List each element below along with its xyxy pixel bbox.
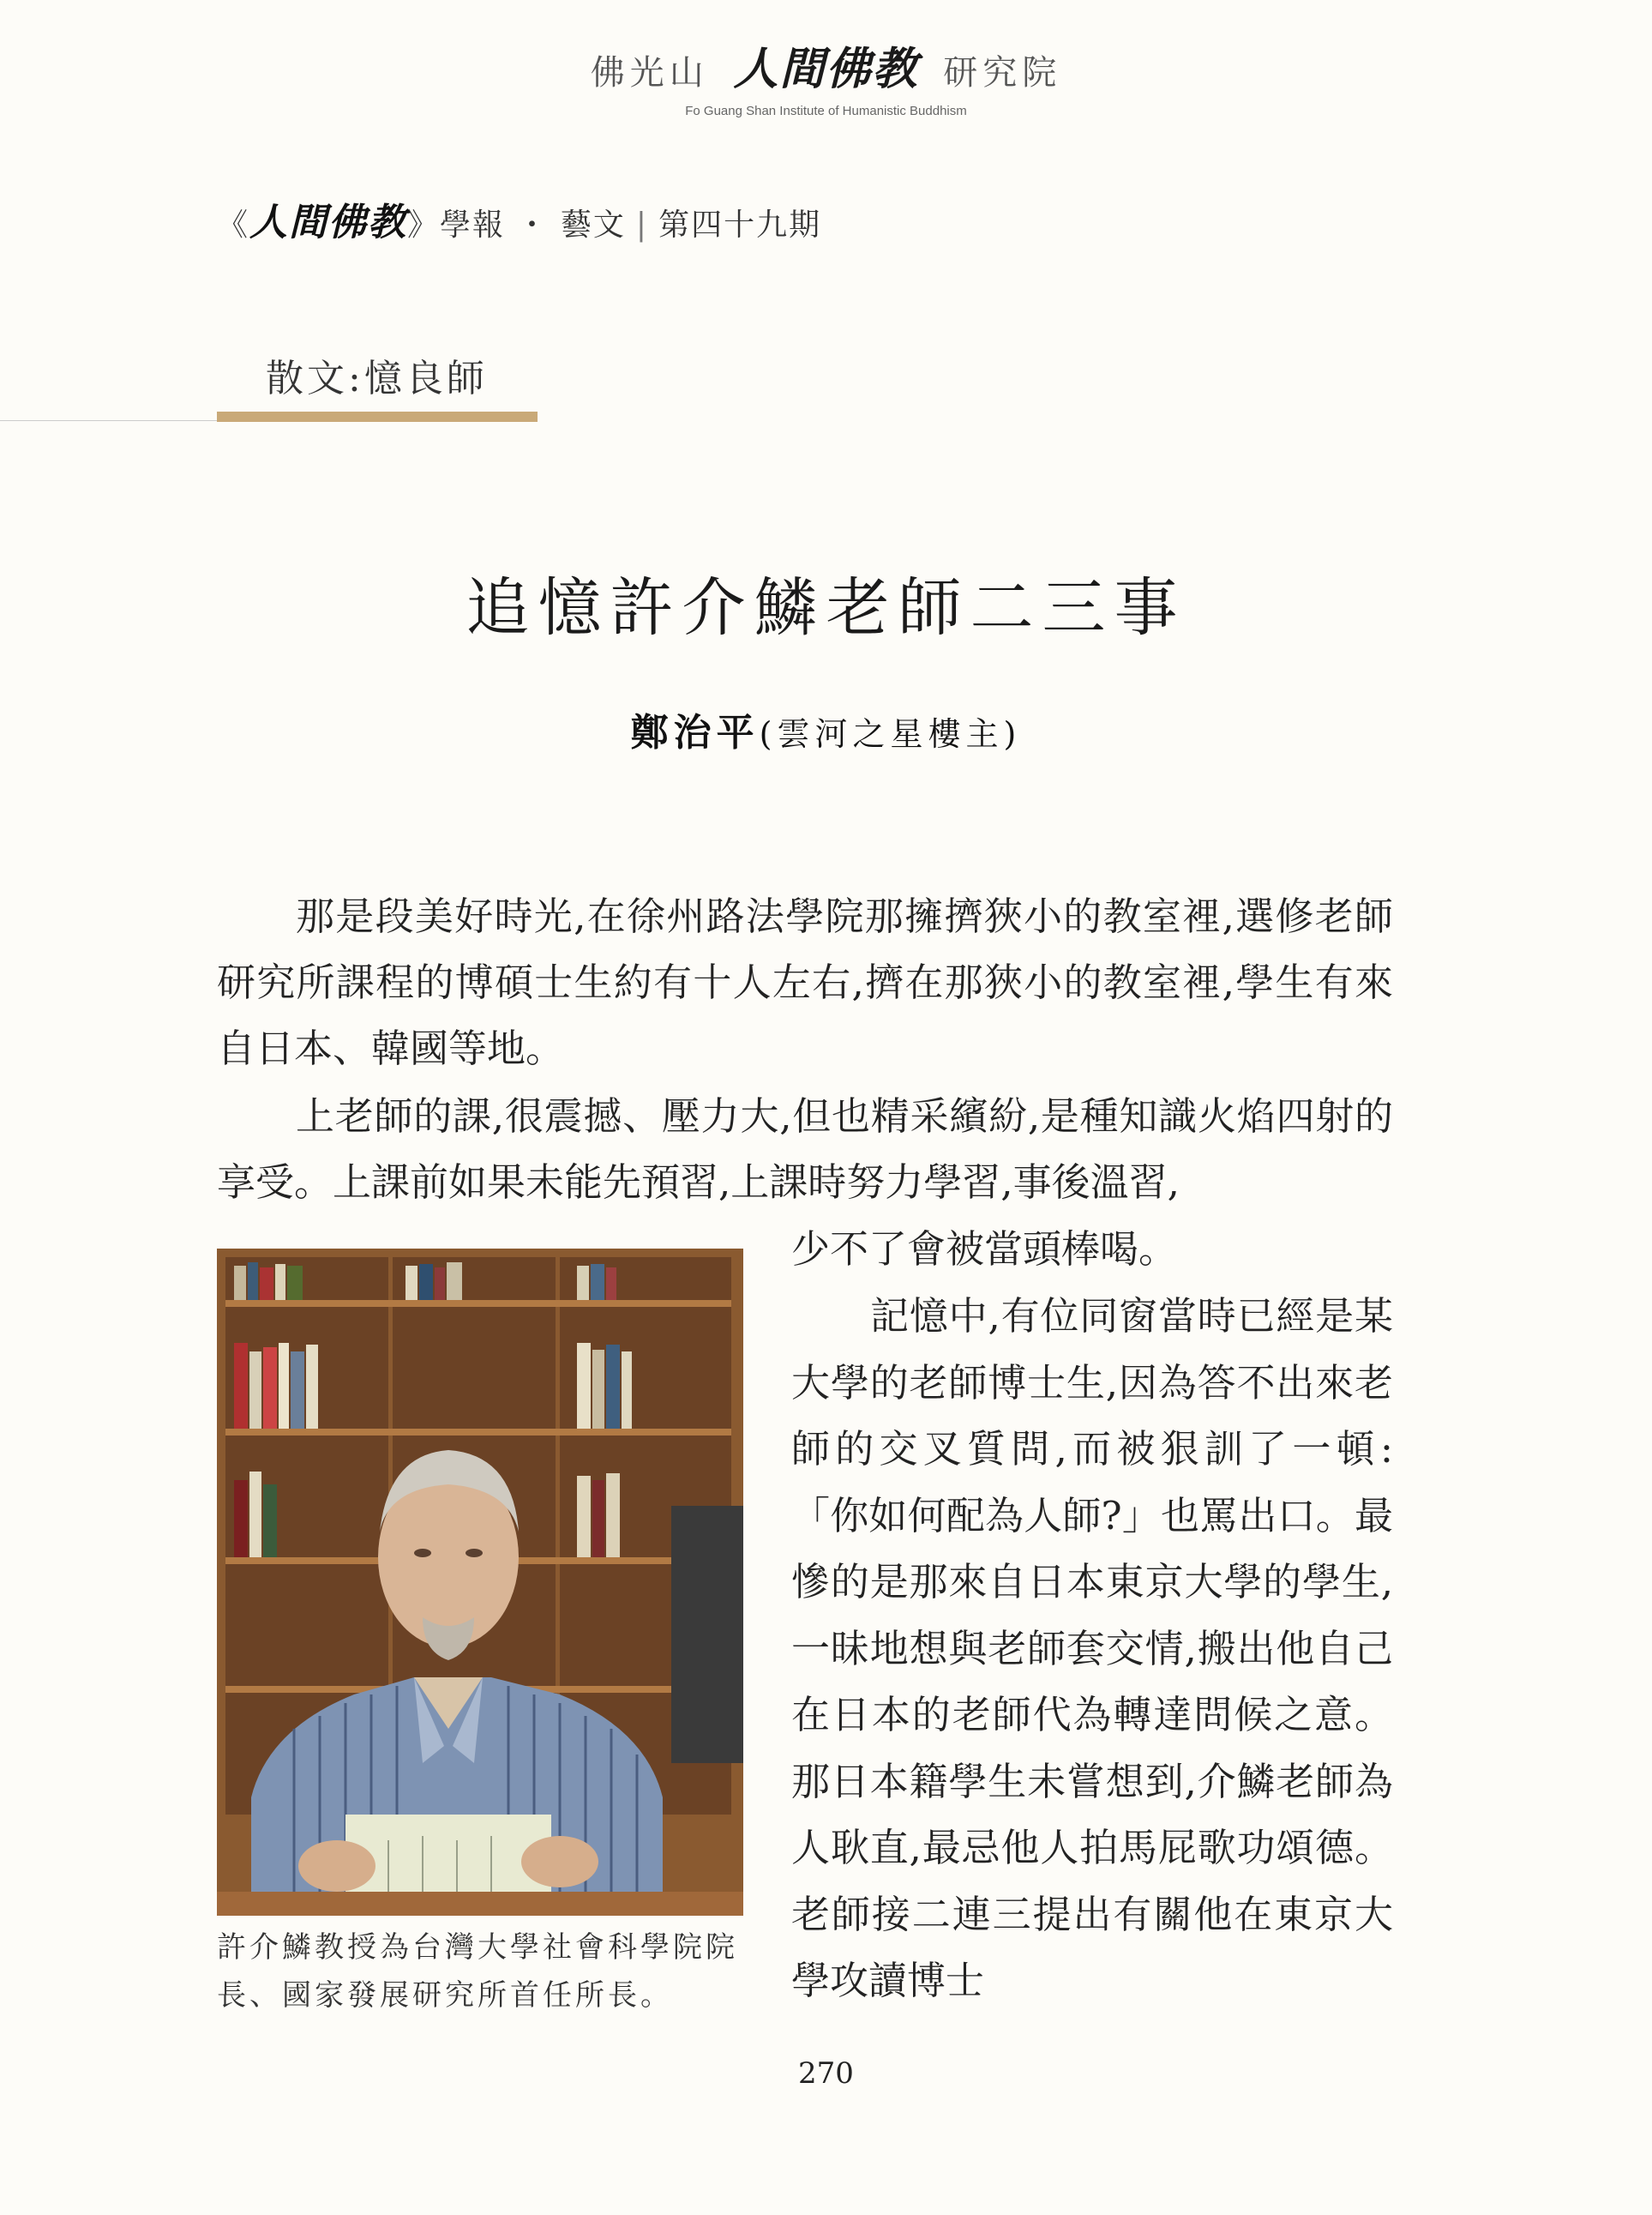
journal-separator: | bbox=[635, 208, 649, 243]
section-rule-thin bbox=[0, 420, 217, 421]
institute-header bbox=[0, 33, 1652, 118]
photo-caption: 許介鱗教授為台灣大學社會科學院院長、國家發展研究所首任所長。 bbox=[217, 1930, 738, 2013]
institute-suffix: 研究院 bbox=[943, 53, 1062, 93]
journal-brand: 人間佛教 bbox=[249, 201, 408, 244]
paragraph-2: 上老師的課,很震撼、壓力大,但也精采繽紛,是種知識火焰四射的享受。上課前如果未能先預習,上課時努力學習,事後溫習, bbox=[217, 1093, 1393, 1205]
journal-running-head bbox=[217, 191, 821, 246]
section-title: 散文:憶良師 bbox=[266, 357, 488, 400]
author-pen-name: (雲河之星樓主) bbox=[759, 715, 1022, 753]
author-name: 鄭治平 bbox=[630, 711, 760, 755]
journal-label: 學報 ・ 藝文 bbox=[440, 208, 626, 243]
paragraph-3: 記憶中,有位同窗當時已經是某大學的老師博士生,因為答不出來老師的交叉質問,而被狠訓了一頓:「你如何配為人師?」也罵出口。最慘的是那來自日本東京大學的學生,一昧地想與老師套交情,搬出他自己在日本的老師代為轉達問候之意。那日本籍學生未嘗想到,介鱗老師為人耿直,最忌他人拍馬屁歌功頌德。老師接二連三提出有關他在東京大學攻讀博士 bbox=[791, 1293, 1393, 2003]
journal-bracket-open: 《 bbox=[217, 208, 250, 243]
institute-prefix: 佛光山 bbox=[590, 53, 709, 93]
institute-brand-logo: 人間佛教 bbox=[733, 43, 919, 95]
journal-issue: 第四十九期 bbox=[658, 208, 822, 243]
section-rule-accent bbox=[217, 412, 538, 422]
paragraph-2-continued: 少不了會被當頭棒喝。 bbox=[791, 1226, 1178, 1272]
institute-name bbox=[0, 33, 1652, 97]
portrait-photo bbox=[217, 1249, 743, 1916]
article-title: 追憶許介鱗老師二三事 bbox=[466, 571, 1186, 645]
institute-english-name: Fo Guang Shan Institute of Humanistic Buddhism bbox=[685, 104, 967, 118]
journal-bracket-close: 》 bbox=[407, 208, 441, 243]
page-number: 270 bbox=[798, 2056, 854, 2091]
paragraph-1: 那是段美好時光,在徐州路法學院那擁擠狹小的教室裡,選修老師研究所課程的博碩士生約有十人左右,擠在那狹小的教室裡,學生有來自日本、韓國等地。 bbox=[217, 894, 1393, 1071]
article-author bbox=[0, 701, 1652, 756]
